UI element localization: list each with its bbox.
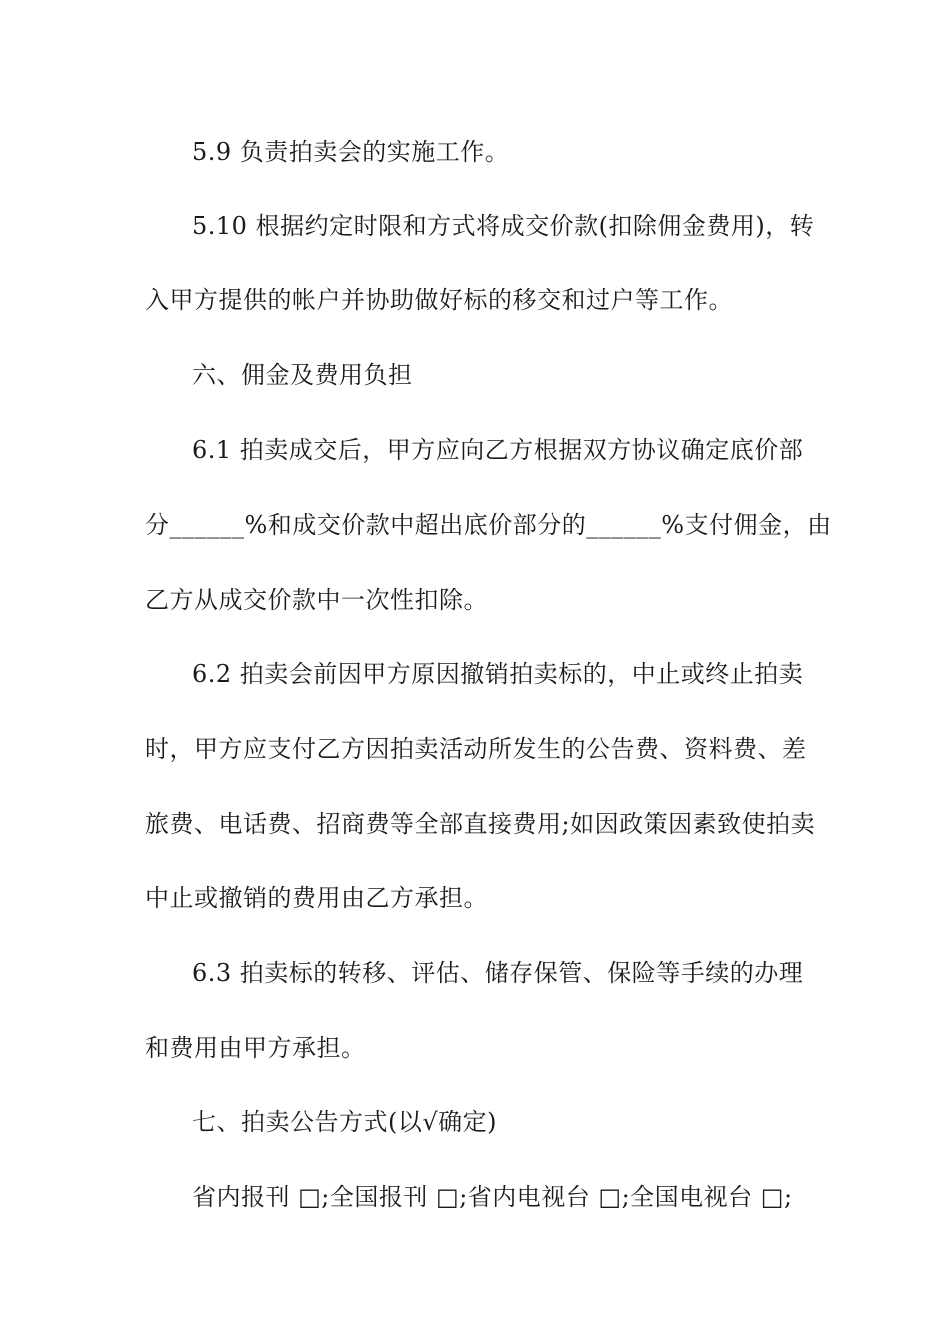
clause-6-3-line-2: 和费用由甲方承担。 — [145, 1034, 366, 1062]
clause-6-2-line-1: 6.2 拍卖会前因甲方原因撤销拍卖标的，中止或终止拍卖 — [192, 660, 804, 688]
clause-6-2-line-3: 旅费、电话费、招商费等全部直接费用;如因政策因素致使拍卖 — [145, 810, 816, 838]
clause-6-2-line-2: 时，甲方应支付乙方因拍卖活动所发生的公告费、资料费、差 — [145, 735, 807, 763]
clause-5-10-line-1: 5.10 根据约定时限和方式将成交价款(扣除佣金费用)，转 — [192, 212, 815, 240]
clause-5-9: 5.9 负责拍卖会的实施工作。 — [192, 138, 510, 166]
clause-6-2-line-4: 中止或撤销的费用由乙方承担。 — [145, 884, 488, 912]
clause-6-3-line-1: 6.3 拍卖标的转移、评估、储存保管、保险等手续的办理 — [192, 959, 804, 987]
announcement-options-line: 省内报刊 □;全国报刊 □;省内电视台 □;全国电视台 □; — [192, 1183, 793, 1211]
section-6-heading: 六、佣金及费用负担 — [192, 361, 413, 389]
clause-6-1-line-3: 乙方从成交价款中一次性扣除。 — [145, 586, 488, 614]
clause-6-1-line-1: 6.1 拍卖成交后，甲方应向乙方根据双方协议确定底价部 — [192, 436, 804, 464]
section-7-heading: 七、拍卖公告方式(以√确定) — [192, 1108, 498, 1136]
clause-5-10-line-2: 入甲方提供的帐户并协助做好标的移交和过户等工作。 — [145, 286, 733, 314]
clause-6-1-line-2: 分______%和成交价款中超出底价部分的______%支付佣金，由 — [145, 511, 832, 539]
